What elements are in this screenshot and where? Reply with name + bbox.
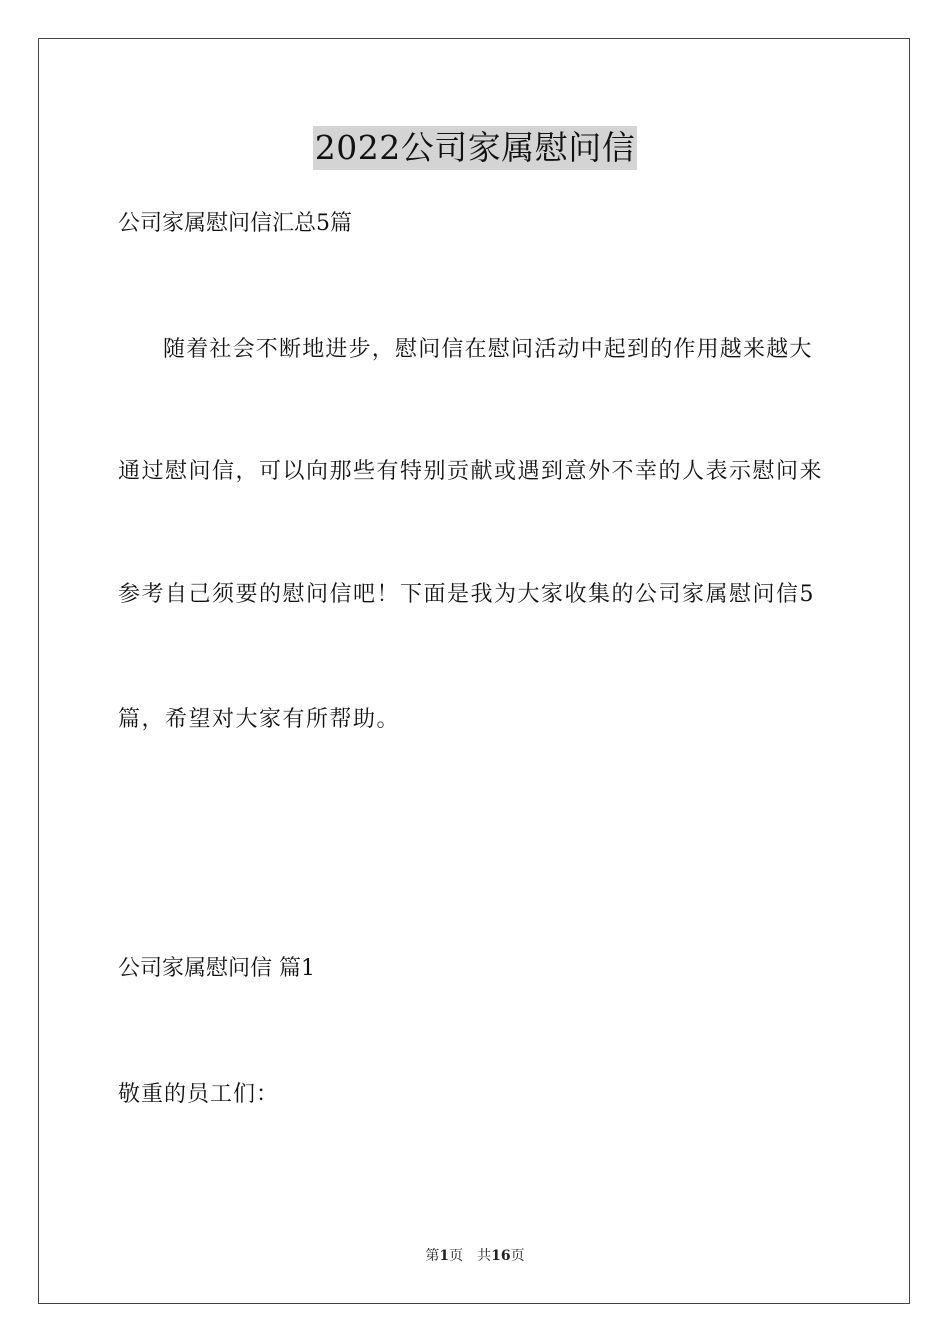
paragraph-line-4: 篇，希望对大家有所帮助。	[118, 707, 401, 732]
title-container	[0, 126, 950, 170]
footer-page-suffix: 页	[449, 1248, 464, 1264]
paragraph-line-3: 参考自己须要的慰问信吧！下面是我为大家收集的公司家属慰问信5	[118, 582, 815, 607]
document-subtitle: 公司家属慰问信汇总5篇	[118, 211, 352, 236]
paragraph-line-2: 通过慰问信，可以向那些有特别贡献或遇到意外不幸的人表示慰问来	[118, 459, 824, 484]
footer-total-prefix: 共	[477, 1248, 492, 1264]
total-pages-number: 16	[491, 1248, 511, 1264]
page-footer	[0, 1246, 950, 1266]
current-page-number: 1	[439, 1248, 450, 1264]
document-title: 2022公司家属慰问信	[313, 126, 637, 170]
paragraph-line-1: 随着社会不断地进步，慰问信在慰问活动中起到的作用越来越大	[163, 337, 813, 362]
footer-prefix: 第	[425, 1248, 440, 1264]
section-heading: 公司家属慰问信 篇1	[118, 956, 315, 981]
salutation: 敬重的员工们：	[118, 1082, 280, 1107]
footer-total-suffix: 页	[510, 1248, 525, 1264]
